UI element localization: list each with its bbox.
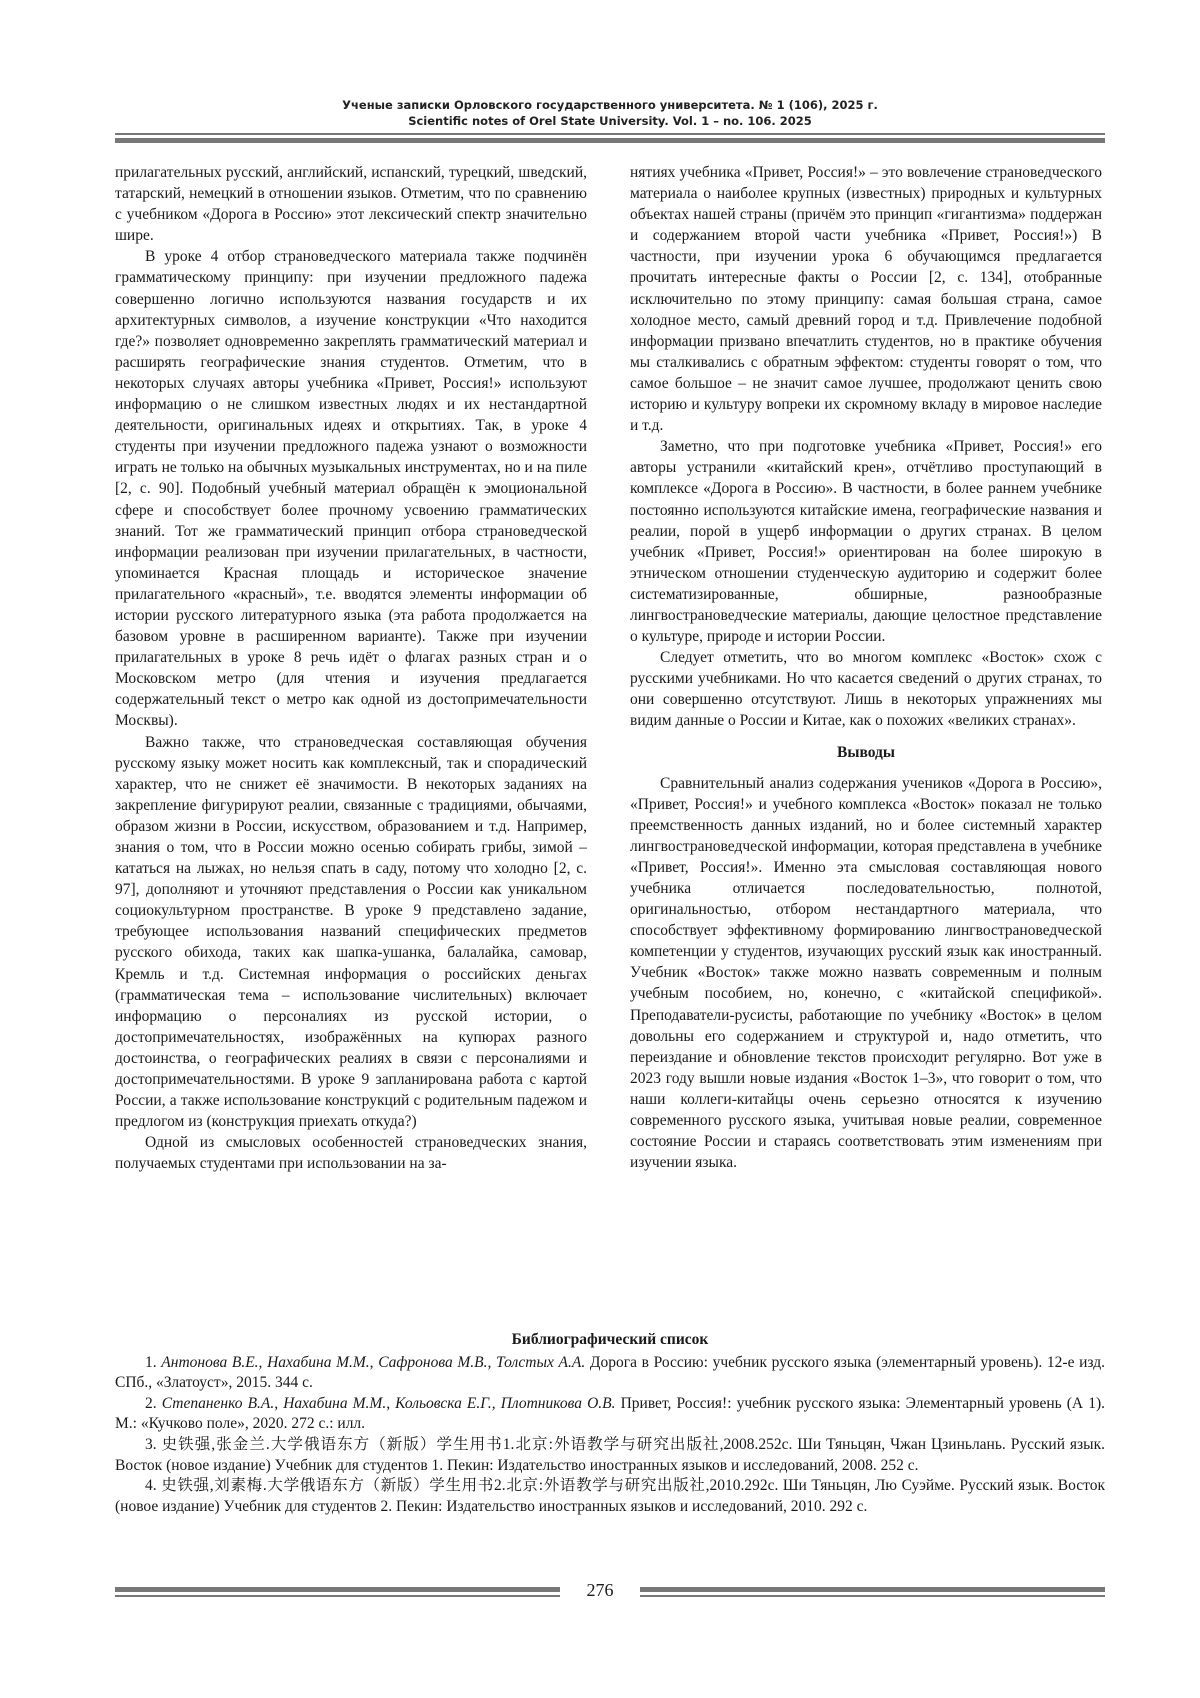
running-header — [115, 97, 1105, 129]
footer-rule-left-thin — [115, 1595, 560, 1597]
header-line-ru: Ученые записки Орловского государственного университета. № 1 (106), 2025 г. — [342, 98, 878, 112]
conclusions-heading: Выводы — [837, 743, 895, 761]
bib-item-text: 史铁强,刘素梅.大学俄语东方（新版）学生用书2.北京:外语教学与研究出版社,2010.292c. Ши Тяньцян, Лю Суэйме. Русский язык. Восток (новое издание) Учебник для студентов 2. Пекин: Издательство иностранных языков и исследований, 2010. 292 с. — [115, 1477, 1105, 1515]
left-paragraph-2: В уроке 4 отбор страноведческого материала также подчинён грамматическому принципу: при изучении предложного падежа совершенно логично используются названия государств и их архитектурных символов, а изучение конструкции «Что находится где?» позволяет одновременно закреплять грамматический материал и расширять географические знания студентов. Отметим, что в некоторых случаях авторы учебника «Привет, Россия!» используют информацию о не слишком известных людях и их нестандартной деятельности, оригинальных идеях и открытиях. Так, в уроке 4 студенты при изучении предложного падежа узнают о возможности играть не только на обычных музыкальных инструментах, но и на пиле [2, с. 90]. Подобный учебный материал обращён к эмоциональной сфере и способствует более прочному усвоению грамматических знаний. Тот же грамматический принцип отбора страноведческой информации реализован при изучении прилагательных, в частности, упоминается Красная площадь и историческое значение прилагательного «красный», т.е. вводятся элементы информации об истории русского литературного языка (эта работа продолжается на базовом уровне в расширенном варианте). Также при изучении прилагательных в уроке 8 речь идёт о флагах разных стран и о Московском метро (для чтения и изучения предлагается содержательный текст о метро как одной из достопримечательности Москвы). — [115, 248, 587, 730]
right-column — [630, 162, 1102, 1302]
bib-item-number: 4. — [145, 1477, 157, 1495]
footer-rule-right-thin — [640, 1595, 1105, 1597]
bibliography-item — [115, 1353, 1105, 1394]
right-paragraph-3: Следует отметить, что во многом комплекс «Восток» схож с русскими учебниками. Но что касается сведений о других странах, то они совершенно отсутствуют. Лишь в некоторых упражнениях мы видим данные о России и Китае, как о похожих «великих странах». — [630, 649, 1102, 730]
bib-item-text: 史铁强,张金兰.大学俄语东方（新版）学生用书1.北京:外语教学与研究出版社,2008.252c. Ши Тяньцян, Чжан Цзиньлань. Русский язык. Восток (новое издание) Учебник для студентов 1. Пекин: Издательство иностранных языков и исследований, 2008. 252 с. — [115, 1435, 1106, 1474]
bibliography-heading: Библиографический список — [511, 1331, 709, 1348]
left-paragraph-1: прилагательных русский, английский, испанский, турецкий, шведский, татарский, немецкий в отношении языков. Отметим, что по сравнению с учебником «Дорога в Россию» этот лексический спектр значительно шире. — [115, 164, 587, 245]
right-paragraph-4: Сравнительный анализ содержания учеников «Дорога в Россию», «Привет, Россия!» и учебного комплекса «Восток» показал не только преемственность данных изданий, но и более системный характер лингвострановедческой информации, которая представлена в учебнике «Привет, Россия!». Именно эта смысловая составляющая нового учебника отличается последовательностью, полнотой, оригинальностью, отбором нестандартного материала, что способствует эффективному формированию лингвострановедческой компетенции у студентов, изучающих русский язык как иностранный. Учебник «Восток» также можно назвать современным и полным учебным пособием, но, конечно, с «китайской спецификой». Преподаватели-русисты, работающие по учебнику «Восток» в целом довольны его содержанием и структурой и, надо отметить, что переиздание и обновление текстов происходит регулярно. Вот уже в 2023 году вышли новые издания «Восток 1–3», что говорит о том, что наши коллеги-китайцы очень серьезно относятся к изучению современного русского языка, учитывая новые реалии, современное состояние России и стараясь соответствовать этим изменениям при изучении языка. — [630, 774, 1102, 1172]
right-paragraph-2: Заметно, что при подготовке учебника «Привет, Россия!» его авторы устранили «китайский крен», отчётливо проступающий в комплексе «Дорога в Россию». В частности, в более раннем учебнике постоянно используются китайские имена, географические названия и реалии, порой в ущерб информации о других странах. В целом учебник «Привет, Россия!» ориентирован на более широкую в этническом отношении студенческую аудиторию и содержит более систематизированные, обширные, разнообразные лингвострановедческие материалы, дающие целостное представление о культуре, природе и истории России. — [630, 438, 1102, 646]
footer-rule-right-thick — [640, 1587, 1105, 1592]
header-line-en: Scientific notes of Orel State University. Vol. 1 – no. 106. 2025 — [408, 114, 812, 128]
bib-item-text: Дорога в Россию: учебник русского языка (элементарный уровень). 12-е изд. СПб., «Златоуст», 2015. 344 с. — [115, 1353, 1106, 1392]
bibliography-item — [115, 1476, 1105, 1517]
bibliography-item — [115, 1394, 1105, 1435]
bib-item-authors: Степаненко В.А., Нахабина М.М., Кольовска Е.Г., Плотникова О.В. — [161, 1394, 616, 1412]
header-rule-thick — [115, 138, 1105, 143]
bib-item-number: 1. — [145, 1353, 157, 1371]
left-paragraph-3: Важно также, что страноведческая составляющая обучения русскому языку может носить как комплексный, так и спорадический характер, что не снижет её значимости. В некоторых заданиях на закрепление фигурируют реалии, связанные с традициями, обычаями, образом жизни в России, искусством, образованием и т.д. Например, знания о том, что в России можно осенью собирать грибы, зимой – кататься на лыжах, но нельзя спать в саду, потому что холодно [2, с. 97], дополняют и уточняют представления о России как уникальном социокультурном пространстве. В уроке 9 представлено задание, требующее использования названий специфических предметов русского обихода, таких как шапка-ушанка, балалайка, самовар, Кремль и т.д. Системная информация о российских деньгах (грамматическая тема – использование числительных) включает информацию о персоналиях из русской истории, о достопримечательностях, изображённых на купюрах разного достоинства, о географических реалиях в связи с персоналиями и достопримечательностями. В уроке 9 запланирована работа с картой России, а также использование конструкций с родительным падежом и предлогом из (конструкция приехать откуда?) — [115, 733, 587, 1131]
right-paragraph-1: нятиях учебника «Привет, Россия!» – это вовлечение страноведческого материала о наиболее крупных (известных) природных и культурных объектах нашей страны (причём это принцип «гигантизма» поддержан и содержанием второй части учебника «Привет, Россия!») В частности, при изучении урока 6 обучающимся предлагается прочитать интересные факты о России [2, с. 134], отобранные исключительно по этому принципу: самая большая страна, самое холодное место, самый древний город и т.д. Привлечение подобной информации призвано впечатлить студентов, но в практике обучения мы сталкивались с обратным эффектом: студенты говорят о том, что самое большое – не значит самое лучшее, продолжают ценить свою историю и культуру вопреки их скромному вкладу в мировое наследие и т.д. — [630, 164, 1102, 435]
page-number: 276 — [586, 1580, 614, 1600]
bibliography — [115, 1330, 1105, 1517]
bib-item-authors: Антонова В.Е., Нахабина М.М., Сафронова М.В., Толстых А.А. — [161, 1353, 586, 1371]
bib-item-number: 2. — [145, 1394, 157, 1412]
bib-item-text: Привет, Россия!: учебник русского языка: Элементарный уровень (А 1). М.: «Кучково поле», 2020. 272 с.: илл. — [115, 1394, 1105, 1433]
left-paragraph-4: Одной из смысловых особенностей страноведческих знания, получаемых студентами при использовании на за- — [115, 1134, 587, 1173]
footer-rule-left-thick — [115, 1587, 560, 1592]
bibliography-item — [115, 1435, 1105, 1476]
left-column — [115, 162, 587, 1302]
header-rule-thin — [115, 133, 1105, 135]
bib-item-number: 3. — [145, 1435, 157, 1453]
